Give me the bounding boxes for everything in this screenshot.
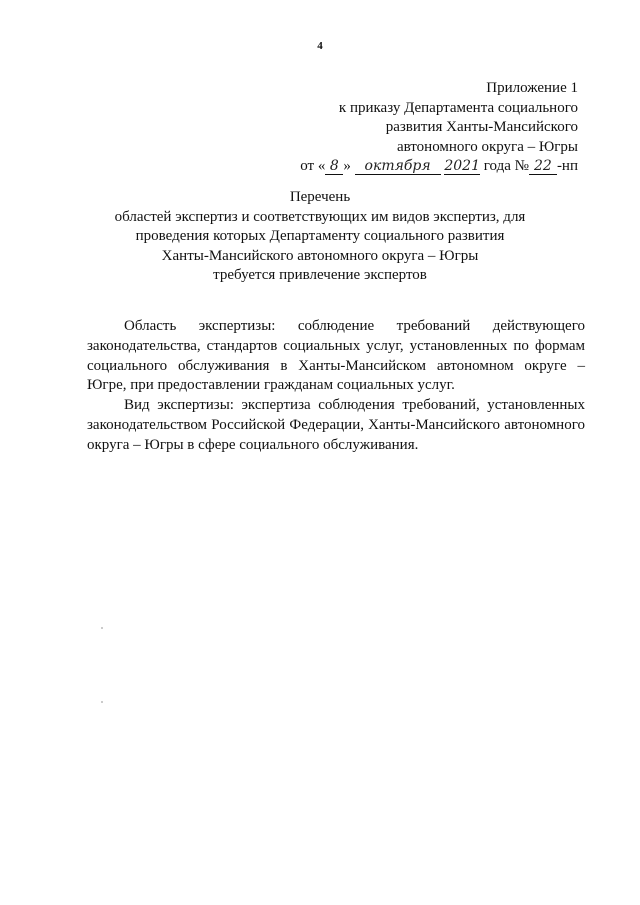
order-suffix: -нп [556, 158, 578, 174]
appendix-date-line [258, 157, 578, 177]
appendix-line-4: автономного округа – Югры [396, 138, 578, 155]
handwritten-order-number: 22 [529, 159, 557, 175]
title-line-1: Перечень [289, 189, 351, 205]
title-line-4: Ханты-Мансийского автономного округа – Югры [161, 247, 479, 264]
scan-speck [101, 627, 103, 629]
handwritten-year: 2021 [444, 158, 480, 174]
scan-speck [101, 701, 103, 703]
title-line-3: проведения которых Департаменту социального развития [135, 228, 505, 244]
handwritten-month: октября [355, 159, 441, 175]
document-title [60, 188, 580, 286]
date-suffix: года № [479, 158, 529, 174]
appendix-header [258, 79, 578, 177]
title-line-5: требуется привлечение экспертов [213, 267, 427, 283]
body-text [87, 317, 585, 456]
appendix-line-3: развития Ханты-Мансийского [385, 119, 578, 135]
date-prefix: от « [300, 158, 326, 174]
appendix-line-1: Приложение 1 [486, 80, 578, 96]
title-line-2: областей экспертиз и соответствующих им видов экспертиз, для [114, 208, 526, 225]
date-quote-close: » [343, 158, 351, 174]
paragraph-expertise-type: Вид экспертизы: экспертиза соблюдения требований, установленных законодательством Российской Федерации, Ханты-Мансийского автономного округа – Югры в сфере социального обслуживания. [87, 397, 585, 453]
paragraph-expertise-area: Область экспертизы: соблюдение требований действующего законодательства, стандартов социальных услуг, установленных по формам социального обслуживания в Ханты-Мансийском автономном округе – Югре, при предоставлении гражданам социальных услуг. [87, 318, 585, 394]
handwritten-day: 8 [325, 159, 343, 175]
appendix-line-2: к приказу Департамента социального [338, 99, 578, 116]
page-number: 4 [317, 40, 323, 52]
